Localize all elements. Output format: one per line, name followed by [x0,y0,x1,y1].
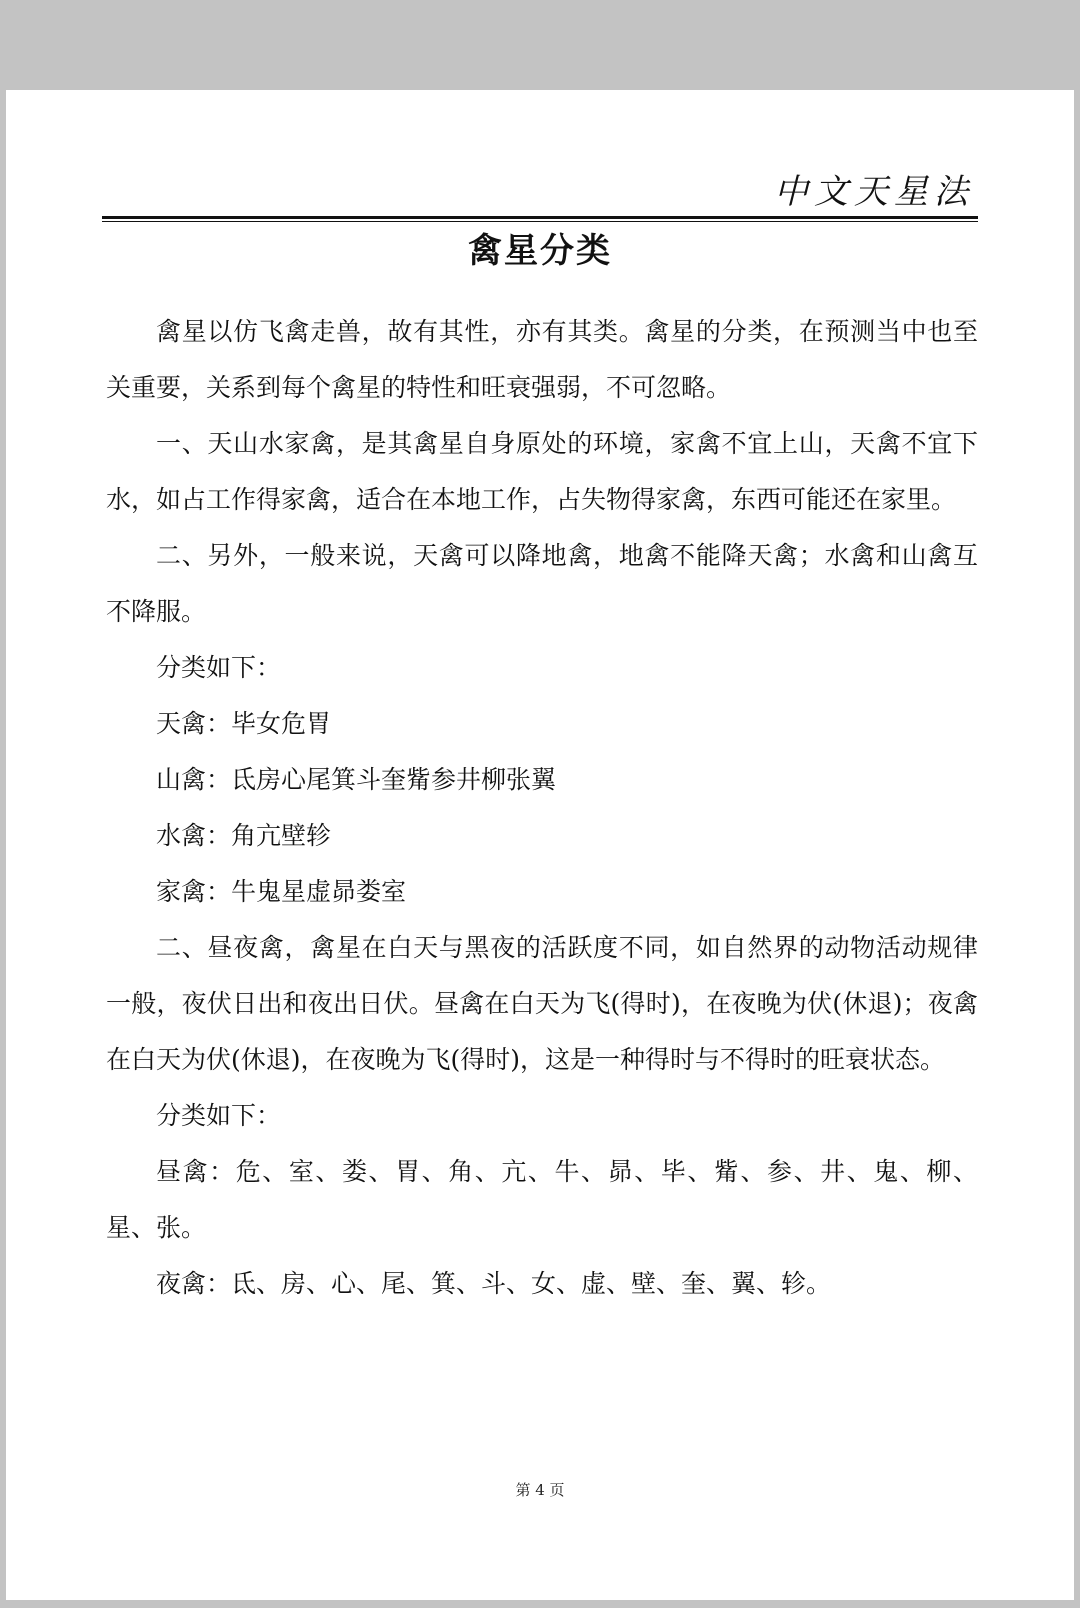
header-logo: 中文天星法 [774,172,974,212]
paragraph-environment: 一、天山水家禽，是其禽星自身原处的环境，家禽不宜上山，天禽不宜下水，如占工作得家禽，适合在本地工作，占失物得家禽，东西可能还在家里。 [106,429,978,514]
paragraph-night-birds: 夜禽：氐、房、心、尾、箕、斗、女、虚、壁、奎、翼、轸。 [156,1269,832,1298]
page-number: 第 4 页 [515,1481,565,1499]
paragraph-day-night: 二、昼夜禽，禽星在白天与黑夜的活跃度不同，如自然界的动物活动规律一般，夜伏日出和夜出日伏。昼禽在白天为飞(得时)，在夜晚为伏(休退)；夜禽在白天为伏(休退)，在夜晚为飞(得时)，这是一种得时与不得时的旺衰状态。 [106,933,978,1074]
paragraph-home-birds: 家禽：牛鬼星虚昴娄室 [156,877,407,906]
paragraph-sky-birds: 天禽：毕女危胃 [156,709,332,738]
page-title: 禽星分类 [468,231,612,271]
paragraph-classify-heading-2: 分类如下： [156,1101,282,1130]
paragraph-water-birds: 水禽：角亢壁轸 [156,821,332,850]
header-rule-thick [102,216,978,219]
paragraph-day-birds: 昼禽：危、室、娄、胃、角、亢、牛、昴、毕、觜、参、井、鬼、柳、星、张。 [106,1157,978,1242]
header-rule-thin [102,221,978,222]
paragraph-classify-heading: 分类如下： [156,653,282,682]
paragraph-subdue: 二、另外，一般来说，天禽可以降地禽，地禽不能降天禽；水禽和山禽互不降服。 [106,541,978,626]
paragraph-intro: 禽星以仿飞禽走兽，故有其性，亦有其类。禽星的分类，在预测当中也至关重要，关系到每个禽星的特性和旺衰强弱，不可忽略。 [106,317,978,402]
body-text [106,304,978,1312]
document-page [6,90,1074,1600]
paragraph-mountain-birds: 山禽：氐房心尾箕斗奎觜参井柳张翼 [156,765,557,794]
